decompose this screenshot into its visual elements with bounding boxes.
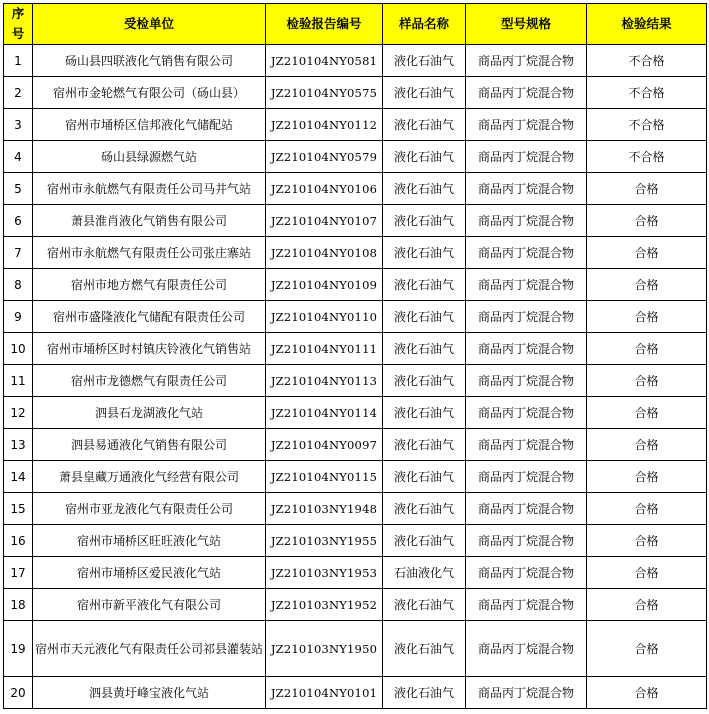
cell-sample-name: 液化石油气 [383,365,466,397]
cell-report-number: JZ210103NY1950 [266,621,383,677]
cell-result: 合格 [587,333,707,365]
cell-sample-name: 液化石油气 [383,525,466,557]
cell-model-spec: 商品丙丁烷混合物 [466,269,587,301]
cell-result: 合格 [587,269,707,301]
table-row [4,269,707,301]
cell-sample-name: 液化石油气 [383,621,466,677]
cell-report-number: JZ210103NY1948 [266,493,383,525]
cell-sample-name: 液化石油气 [383,173,466,205]
table-row [4,589,707,621]
cell-serial-no: 15 [4,493,33,525]
cell-inspected-unit: 泗县石龙湖液化气站 [33,397,266,429]
cell-model-spec: 商品丙丁烷混合物 [466,333,587,365]
cell-report-number: JZ210104NY0111 [266,333,383,365]
cell-inspected-unit: 宿州市龙德燃气有限责任公司 [33,365,266,397]
cell-report-number: JZ210104NY0101 [266,677,383,709]
cell-sample-name: 液化石油气 [383,109,466,141]
cell-sample-name: 液化石油气 [383,77,466,109]
cell-serial-no: 7 [4,237,33,269]
cell-inspected-unit: 砀山县绿源燃气站 [33,141,266,173]
table-body [4,45,707,709]
cell-sample-name: 液化石油气 [383,461,466,493]
cell-result: 合格 [587,621,707,677]
table-row [4,333,707,365]
cell-serial-no: 17 [4,557,33,589]
cell-inspected-unit: 宿州市地方燃气有限责任公司 [33,269,266,301]
cell-inspected-unit: 宿州市亚龙液化气有限责任公司 [33,493,266,525]
cell-model-spec: 商品丙丁烷混合物 [466,205,587,237]
table-row [4,237,707,269]
cell-inspected-unit: 宿州市永航燃气有限责任公司马井气站 [33,173,266,205]
cell-sample-name: 液化石油气 [383,333,466,365]
table-row [4,461,707,493]
cell-serial-no: 20 [4,677,33,709]
cell-report-number: JZ210104NY0109 [266,269,383,301]
cell-serial-no: 16 [4,525,33,557]
cell-report-number: JZ210104NY0115 [266,461,383,493]
cell-inspected-unit: 萧县皇藏万通液化气经营有限公司 [33,461,266,493]
cell-result: 不合格 [587,77,707,109]
table-row [4,301,707,333]
cell-serial-no: 3 [4,109,33,141]
cell-sample-name: 液化石油气 [383,493,466,525]
cell-sample-name: 液化石油气 [383,429,466,461]
table-row [4,365,707,397]
table-row [4,621,707,677]
header-model-spec: 型号规格 [466,4,587,45]
cell-serial-no: 19 [4,621,33,677]
cell-report-number: JZ210104NY0110 [266,301,383,333]
cell-inspected-unit: 砀山县四联液化气销售有限公司 [33,45,266,77]
table-row [4,45,707,77]
cell-inspected-unit: 宿州市埇桥区信邦液化气储配站 [33,109,266,141]
cell-sample-name: 液化石油气 [383,677,466,709]
cell-serial-no: 18 [4,589,33,621]
cell-model-spec: 商品丙丁烷混合物 [466,45,587,77]
cell-result: 不合格 [587,109,707,141]
cell-result: 不合格 [587,141,707,173]
cell-inspected-unit: 泗县易通液化气销售有限公司 [33,429,266,461]
inspection-results-table [3,3,707,709]
cell-model-spec: 商品丙丁烷混合物 [466,301,587,333]
table-row [4,429,707,461]
cell-model-spec: 商品丙丁烷混合物 [466,397,587,429]
cell-inspected-unit: 宿州市埇桥区时村镇庆铃液化气销售站 [33,333,266,365]
cell-serial-no: 12 [4,397,33,429]
cell-result: 合格 [587,677,707,709]
cell-report-number: JZ210103NY1955 [266,525,383,557]
cell-serial-no: 2 [4,77,33,109]
cell-sample-name: 液化石油气 [383,397,466,429]
table-row [4,525,707,557]
cell-model-spec: 商品丙丁烷混合物 [466,621,587,677]
cell-inspected-unit: 萧县淮肖液化气销售有限公司 [33,205,266,237]
cell-model-spec: 商品丙丁烷混合物 [466,429,587,461]
cell-sample-name: 液化石油气 [383,237,466,269]
cell-serial-no: 6 [4,205,33,237]
cell-result: 合格 [587,429,707,461]
cell-result: 合格 [587,237,707,269]
cell-sample-name: 液化石油气 [383,269,466,301]
cell-result: 合格 [587,301,707,333]
cell-model-spec: 商品丙丁烷混合物 [466,173,587,205]
cell-result: 不合格 [587,45,707,77]
cell-sample-name: 液化石油气 [383,589,466,621]
cell-result: 合格 [587,365,707,397]
table-row [4,141,707,173]
cell-result: 合格 [587,461,707,493]
cell-serial-no: 11 [4,365,33,397]
header-serial-no: 序号 [4,4,33,45]
cell-model-spec: 商品丙丁烷混合物 [466,365,587,397]
table-row [4,677,707,709]
cell-model-spec: 商品丙丁烷混合物 [466,589,587,621]
cell-model-spec: 商品丙丁烷混合物 [466,525,587,557]
cell-sample-name: 液化石油气 [383,141,466,173]
table-row [4,109,707,141]
header-row [4,4,707,45]
cell-serial-no: 9 [4,301,33,333]
cell-serial-no: 10 [4,333,33,365]
cell-report-number: JZ210104NY0575 [266,77,383,109]
cell-inspected-unit: 宿州市永航燃气有限责任公司张庄寨站 [33,237,266,269]
cell-sample-name: 液化石油气 [383,301,466,333]
cell-report-number: JZ210104NY0113 [266,365,383,397]
cell-report-number: JZ210104NY0107 [266,205,383,237]
cell-report-number: JZ210104NY0581 [266,45,383,77]
cell-inspected-unit: 宿州市埇桥区爱民液化气站 [33,557,266,589]
cell-serial-no: 14 [4,461,33,493]
cell-inspected-unit: 宿州市新平液化气有限公司 [33,589,266,621]
cell-report-number: JZ210104NY0579 [266,141,383,173]
cell-report-number: JZ210103NY1952 [266,589,383,621]
cell-model-spec: 商品丙丁烷混合物 [466,237,587,269]
cell-result: 合格 [587,557,707,589]
cell-report-number: JZ210104NY0097 [266,429,383,461]
table-row [4,397,707,429]
cell-model-spec: 商品丙丁烷混合物 [466,141,587,173]
cell-inspected-unit: 宿州市盛隆液化气储配有限责任公司 [33,301,266,333]
cell-model-spec: 商品丙丁烷混合物 [466,557,587,589]
header-sample-name: 样品名称 [383,4,466,45]
cell-result: 合格 [587,493,707,525]
cell-result: 合格 [587,525,707,557]
header-report-number: 检验报告编号 [266,4,383,45]
cell-result: 合格 [587,173,707,205]
cell-model-spec: 商品丙丁烷混合物 [466,77,587,109]
header-result: 检验结果 [587,4,707,45]
cell-model-spec: 商品丙丁烷混合物 [466,461,587,493]
cell-serial-no: 13 [4,429,33,461]
cell-inspected-unit: 宿州市天元液化气有限责任公司祁县灌装站 [33,621,266,677]
cell-sample-name: 液化石油气 [383,45,466,77]
cell-serial-no: 1 [4,45,33,77]
cell-inspected-unit: 宿州市埇桥区旺旺液化气站 [33,525,266,557]
table-row [4,205,707,237]
cell-serial-no: 5 [4,173,33,205]
cell-serial-no: 8 [4,269,33,301]
cell-result: 合格 [587,205,707,237]
header-inspected-unit: 受检单位 [33,4,266,45]
cell-serial-no: 4 [4,141,33,173]
table-row [4,173,707,205]
table-row [4,77,707,109]
cell-result: 合格 [587,589,707,621]
cell-report-number: JZ210104NY0112 [266,109,383,141]
cell-model-spec: 商品丙丁烷混合物 [466,109,587,141]
cell-report-number: JZ210104NY0106 [266,173,383,205]
cell-report-number: JZ210103NY1953 [266,557,383,589]
cell-sample-name: 液化石油气 [383,205,466,237]
table-row [4,557,707,589]
cell-report-number: JZ210104NY0108 [266,237,383,269]
cell-inspected-unit: 泗县黄圩峰宝液化气站 [33,677,266,709]
cell-model-spec: 商品丙丁烷混合物 [466,493,587,525]
table-row [4,493,707,525]
table-header [4,4,707,45]
cell-sample-name: 石油液化气 [383,557,466,589]
cell-report-number: JZ210104NY0114 [266,397,383,429]
cell-inspected-unit: 宿州市金轮燃气有限公司（砀山县） [33,77,266,109]
cell-result: 合格 [587,397,707,429]
cell-model-spec: 商品丙丁烷混合物 [466,677,587,709]
